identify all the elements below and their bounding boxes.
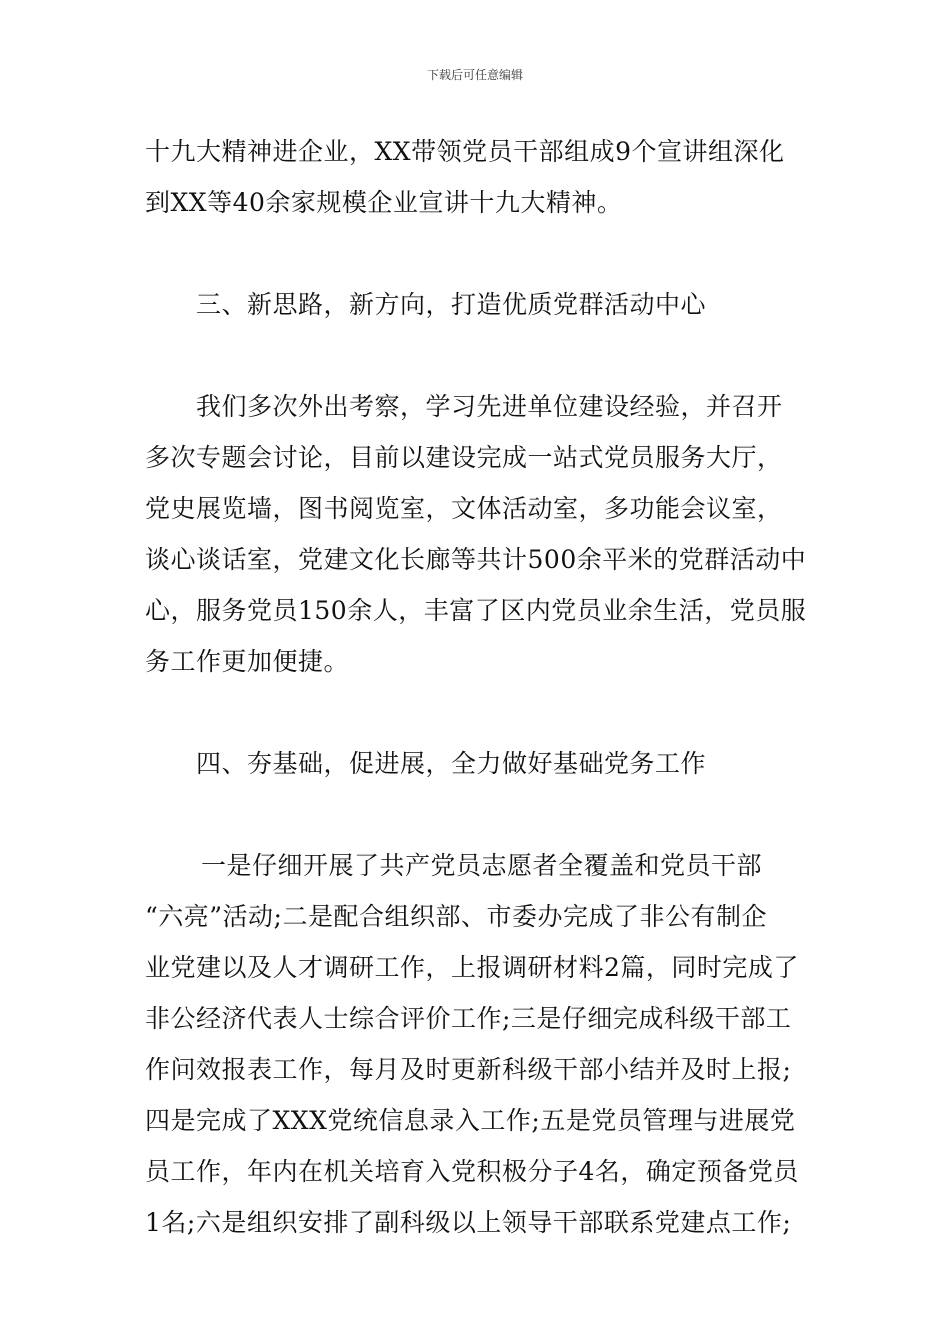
text-line: 业党建以及人才调研工作，上报调研材料2篇，同时完成了	[145, 953, 799, 982]
document-body	[145, 126, 807, 1248]
text-line: 我们多次外出考察，学习先进单位建设经验，并召开	[196, 392, 783, 421]
section-heading-4	[145, 738, 807, 789]
text-line: 十九大精神进企业，XX带领党员干部组成9个宣讲组深化	[145, 137, 785, 166]
paragraph-party-affairs	[145, 840, 807, 1248]
section-heading-3	[145, 279, 807, 330]
text-line: 作问效报表工作，每月及时更新科级干部小结并及时上报;	[145, 1055, 792, 1084]
text-line: 四是完成了XXX党统信息录入工作;五是党员管理与进展党	[145, 1106, 796, 1135]
text-line: 非公经济代表人士综合评价工作;三是仔细完成科级干部工	[145, 1004, 792, 1033]
text-line: 到XX等40余家规模企业宣讲十九大精神。	[145, 188, 623, 217]
text-line: “六亮”活动;二是配合组织部、市委办完成了非公有制企	[145, 902, 767, 931]
text-line: 谈心谈话室，党建文化长廊等共计500余平米的党群活动中	[145, 545, 807, 574]
heading-line: 三、新思路，新方向，打造优质党群活动中心	[196, 290, 707, 319]
heading-line: 四、夯基础，促进展，全力做好基础党务工作	[196, 749, 707, 778]
page-header: 下载后可任意编辑	[426, 68, 523, 82]
paragraph-continuation	[145, 126, 807, 228]
text-line: 员工作，年内在机关培育入党积极分子4名，确定预备党员	[145, 1157, 799, 1186]
text-line: 党史展览墙，图书阅览室，文体活动室，多功能会议室，	[145, 494, 783, 523]
text-line: 务工作更加便捷。	[145, 647, 350, 676]
text-line: 一是仔细开展了共产党员志愿者全覆盖和党员干部	[201, 851, 763, 880]
text-line: 心，服务党员150余人，丰富了区内党员业余生活，党员服	[145, 596, 807, 625]
text-line: 1名;六是组织安排了副科级以上领导干部联系党建点工作;	[145, 1208, 792, 1237]
paragraph-activity-center	[145, 381, 807, 687]
text-line: 多次专题会讨论，目前以建设完成一站式党员服务大厅，	[145, 443, 783, 472]
